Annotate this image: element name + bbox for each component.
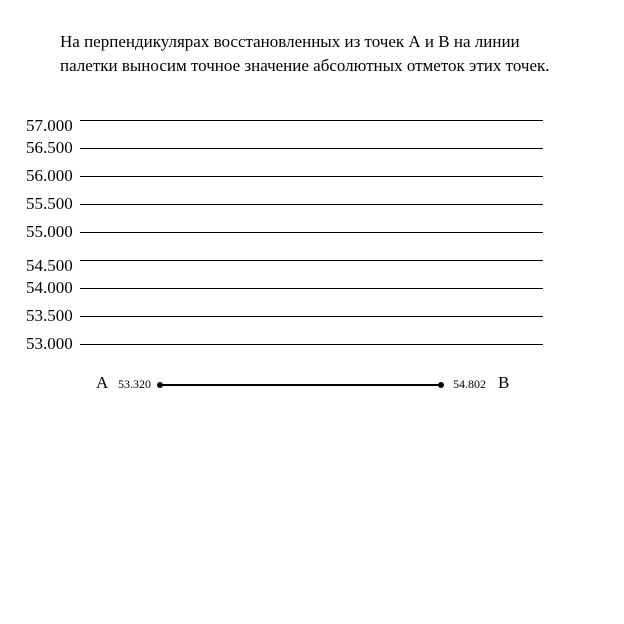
point-a-label: А (96, 373, 109, 392)
level-line-53500 (80, 316, 543, 317)
caption-line-1: На перпендикулярах восстановленных из точек А и В на линии (60, 32, 520, 51)
level-label-54500: 54.500 (26, 256, 73, 275)
level-line-54000 (80, 288, 543, 289)
level-line-55000 (80, 232, 543, 233)
level-line-54500 (80, 260, 543, 261)
point-b-elevation: 54.802 (453, 377, 486, 391)
point-a-marker (157, 382, 163, 388)
level-line-57000 (80, 120, 543, 121)
level-label-55500: 55.500 (26, 194, 73, 213)
level-line-55500 (80, 204, 543, 205)
level-label-53500: 53.500 (26, 306, 73, 325)
level-line-56500 (80, 148, 543, 149)
point-b-marker (438, 382, 444, 388)
level-label-56000: 56.000 (26, 166, 73, 185)
level-label-56500: 56.500 (26, 138, 73, 157)
level-label-57000: 57.000 (26, 116, 73, 135)
point-a-elevation: 53.320 (118, 377, 151, 391)
level-line-53000 (80, 344, 543, 345)
point-b-label: В (498, 373, 510, 392)
caption-line-2: палетки выносим точное значение абсолютных отметок этих точек. (60, 56, 550, 75)
level-label-54000: 54.000 (26, 278, 73, 297)
level-line-56000 (80, 176, 543, 177)
level-label-55000: 55.000 (26, 222, 73, 241)
segment-a-b (159, 384, 441, 386)
level-label-53000: 53.000 (26, 334, 73, 353)
